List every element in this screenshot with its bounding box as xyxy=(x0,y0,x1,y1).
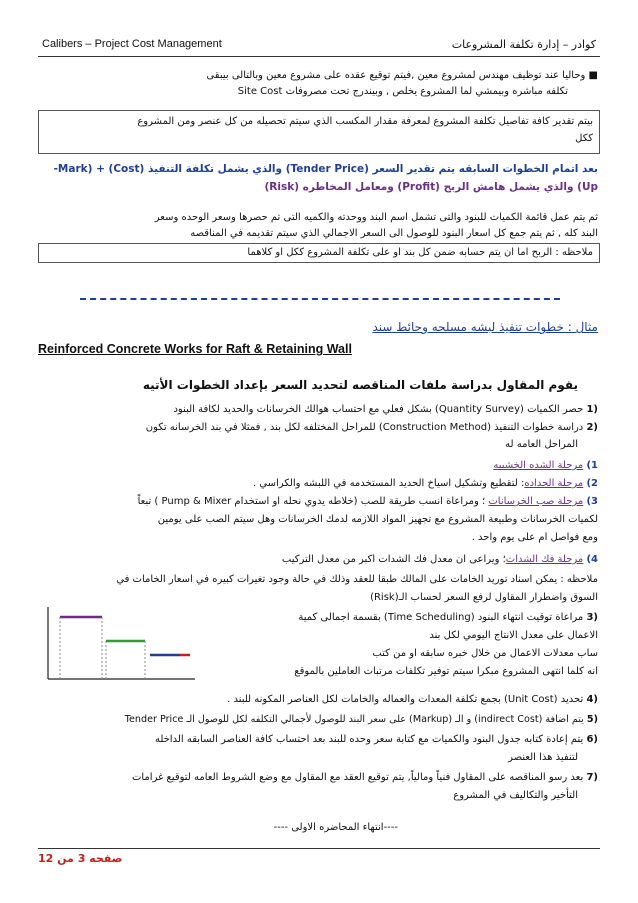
sub-step-4: 4) مرحلة فك الشدات؛ ويراعى ان معدل فك الشدات اكبر من معدل التركيب xyxy=(281,554,598,565)
info-box-line-2: ككل xyxy=(575,133,593,144)
sub-step-3: 3) مرحلة صب الخرسانات ؛ ومراعاة انسب طريقة للصب (خلاطه يدوي نحله او استخدام Pump & Mixer ) تبعاً xyxy=(137,496,598,507)
schedule-diagram xyxy=(40,605,200,685)
note2-line-2: السوق واضطرار المقاول لرفع السعر لحساب الـ(Risk) xyxy=(370,592,598,603)
step-7: (7 بعد رسو المناقصه على المقاول فنياً ومالياً, يتم توقيع العقد مع المقاول مع وضع الشروط العامه لتوقيع غرامات xyxy=(131,772,598,783)
note2-line-1: ملاحظه : يمكن اسناد توريد الخامات على المالك طبقا للعقد وذلك في حالة وجود تغيرات كبيره في اسعار الخامات في xyxy=(116,574,598,585)
info-box-line-1: بيتم تقدير كافة تفاصيل تكلفة المشروع لمعرفة مقدار المكسب الذي سيتم تحصيله من كل عنصر ومن المشروع xyxy=(137,116,593,127)
dashed-divider xyxy=(80,298,560,300)
step-6-continued: لتنفيذ هذا العنصر xyxy=(508,752,578,763)
para1-line-1: ثم يتم عمل قائمة الكميات للبنود والتى تشمل اسم البند ووحدته والكميه التى تم حصرها وسعر الوحده وسعر xyxy=(154,212,598,223)
page-number: صفحه 3 من 12 xyxy=(38,852,123,865)
intro-line-2: تكلفه مباشره وبيمشي لما المشروع يخلص , وبيندرج تحت مصروفات Site Cost xyxy=(237,86,568,97)
sub-step-3-continued: لكميات الخرسانات وطبيعة المشروع مع تجهيز المواد اللازمه لدمك الخرسانات وهل سيتم الصب على يومين xyxy=(157,514,598,525)
sub-step-3-continued-2: ومع فواصل ام على يوم واحد . xyxy=(471,532,598,543)
step-2-continued: المراحل العامه له xyxy=(505,439,578,450)
step-7-continued: التأخير والتكاليف في المشروع xyxy=(453,790,578,801)
example-title: مثال : خطوات تنفيذ لبشه مسلحه وحائط سند xyxy=(372,320,598,334)
step-3-line-3: ساب معدلات الاعمال من خلال خبره سابقه او من كتب xyxy=(372,648,598,659)
steps-heading: يقوم المقاول بدراسة ملفات المناقصه لتحديد السعر بإعداد الخطوات الأتيه xyxy=(142,378,578,392)
step-5: (5 يتم اضافة (indirect Cost) و الـ (Markup) على سعر البند للوصول لأجمالي التكلفه لكل للوصول الـ Tender Price xyxy=(124,714,598,725)
tender-price-heading-line-1: بعد اتمام الخطوات السابقه يتم تقدير السعر (Tender Price) والذي يشمل تكلفة التنفيذ (Cost) + (Mark- xyxy=(53,163,598,175)
footer-divider xyxy=(38,848,600,849)
step-4: (4 تحديد (Unit Cost) بجمع تكلفة المعدات والعماله والخامات لكل العناصر المكونه للبند . xyxy=(227,694,598,705)
step-1: (1 حصر الكميات (Quantity Survey) بشكل فعلي مع احتساب هوالك الخرسانات والحديد لكافة البنود xyxy=(173,404,598,415)
header-divider xyxy=(38,56,600,57)
header-right: كوادر – إدارة تكلفة المشروعات xyxy=(451,38,596,51)
step-3-line-1: (3 مراعاة توقيت انتهاء البنود (Time Scheduling) بقسمة اجمالى كمية xyxy=(298,612,598,623)
note-box: ملاحظه : الربح اما ان يتم حسابه ضمن كل بند او على تكلفة المشروع ككل او كلاهما xyxy=(38,243,600,263)
step-3-line-4: انه كلما انتهى المشروع مبكرا سيتم توفير تكلفات مرتبات العاملين بالموقع xyxy=(294,666,598,677)
step-2: (2 دراسة خطوات التنفيذ (Construction Method) للمراحل المختلفه لكل بند , فمثلا في بند الخرسانه تكون xyxy=(145,422,598,433)
english-title: Reinforced Concrete Works for Raft & Retaining Wall xyxy=(38,342,352,356)
bullet-icon: ■ xyxy=(585,70,598,81)
para1-line-2: البند كله , ثم يتم جمع كل اسعار البنود للوصول الى السعر الاجمالي الذي سيتم تقديمه في المناقصه xyxy=(190,228,598,239)
step-6: (6 يتم إعادة كتابه جدول البنود والكميات مع كتابة سعر وحده للبند بعد احتساب كافة العناصر السابقه الداخله xyxy=(154,734,598,745)
sub-step-2: 2) مرحلة الحداده: لتقطيع وتشكيل اسياخ الحديد المستخدمه في اللبشه والكراسي . xyxy=(252,478,598,489)
step-3-line-2: الاعمال على معدل الانتاج اليومي لكل بند xyxy=(429,630,598,641)
tender-price-heading-line-2: Up) والذي يشمل هامش الربح (Profit) ومعامل المخاطره (Risk) xyxy=(264,181,598,193)
end-of-lecture: ----انتهاء المحاضره الاولى ---- xyxy=(273,822,398,833)
info-box xyxy=(38,110,600,154)
intro-line-1: ■ وحاليا عند توظيف مهندس لمشروع معين ,فيتم توقيع عقده على مشروع معين وبالتالى بيبقى xyxy=(206,70,598,81)
sub-step-1: 1) مرحلة الشده الخشبيه xyxy=(493,460,598,471)
header-left: Calibers – Project Cost Management xyxy=(42,38,222,50)
